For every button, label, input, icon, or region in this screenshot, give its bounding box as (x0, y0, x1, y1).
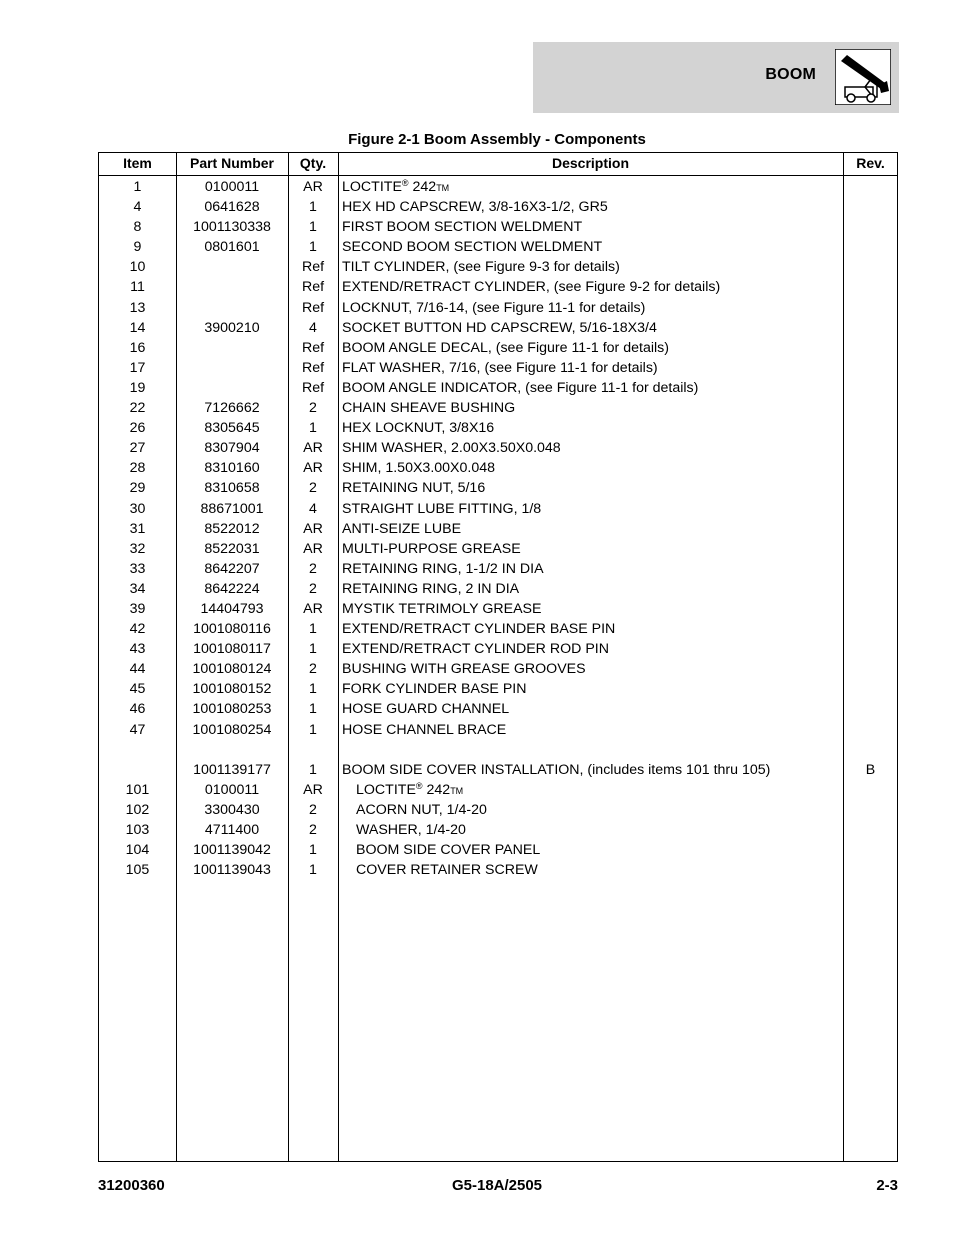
description-text: COVER RETAINER SCREW (356, 862, 538, 879)
qty-cell: 2 (309, 400, 317, 417)
table-row (99, 357, 897, 377)
description-text: SHIM, 1.50X3.00X0.048 (342, 460, 496, 477)
table-row (99, 417, 897, 437)
description-text: HEX HD CAPSCREW, 3/8-16X3-1/2, GR5 (342, 199, 608, 216)
description-text: MYSTIK TETRIMOLY GREASE (342, 600, 542, 617)
table-row (99, 276, 897, 296)
table-row (99, 678, 897, 698)
description-text: SHIM WASHER, 2.00X3.50X0.048 (342, 440, 561, 457)
table-row (99, 558, 897, 578)
qty-cell: AR (303, 540, 323, 557)
description-text: EXTEND/RETRACT CYLINDER, (see Figure 9-2 for details) (342, 279, 721, 296)
description-text: LOCTITE (356, 781, 416, 798)
header-item: Item (123, 155, 152, 171)
description-cell (356, 822, 856, 838)
description-text: BUSHING WITH GREASE GROOVES (342, 661, 586, 678)
item-cell: 46 (129, 701, 146, 718)
part-number-cell: 1001080116 (193, 621, 271, 638)
description-text: RETAINING RING, 1-1/2 IN DIA (342, 560, 544, 577)
item-cell: 28 (129, 460, 146, 477)
table-row (99, 578, 897, 598)
description-cell (342, 360, 842, 376)
telehandler-boom-icon (835, 49, 891, 105)
qty-cell: AR (303, 520, 323, 537)
table-row (99, 698, 897, 718)
description-cell (356, 862, 856, 878)
qty-cell: 4 (309, 500, 317, 517)
item-cell: 11 (130, 279, 145, 296)
part-number-cell: 1001080254 (192, 721, 272, 738)
part-number-cell: 14404793 (200, 600, 264, 617)
part-number-cell: 1001080152 (192, 681, 272, 698)
table-row (99, 638, 897, 658)
table-row (99, 377, 897, 397)
description-cell (342, 340, 842, 356)
qty-cell: 1 (309, 239, 317, 256)
description-cell (342, 300, 842, 316)
qty-cell: Ref (301, 259, 325, 276)
table-row (99, 859, 897, 879)
part-number-cell: 1001080117 (193, 641, 271, 658)
qty-cell: Ref (301, 339, 325, 356)
table-row (99, 779, 897, 799)
part-number-cell: 0100011 (204, 179, 260, 195)
item-cell: 1 (133, 179, 142, 195)
table-row (99, 799, 897, 819)
part-number-cell: 1001130338 (193, 219, 271, 236)
table-row (99, 317, 897, 337)
description-text: ANTI-SEIZE LUBE (342, 520, 462, 537)
qty-cell: Ref (301, 279, 325, 296)
item-cell: 39 (129, 600, 146, 617)
item-cell: 29 (129, 480, 146, 497)
description-text: EXTEND/RETRACT CYLINDER BASE PIN (342, 621, 616, 638)
description-cell (342, 762, 842, 778)
item-cell: 16 (129, 339, 146, 356)
table-row (99, 819, 897, 839)
qty-cell: 4 (309, 319, 317, 336)
section-header-box (533, 42, 899, 113)
description-cell (342, 621, 842, 637)
description-cell (342, 420, 842, 436)
table-row (99, 739, 897, 759)
item-cell: 101 (125, 781, 150, 798)
description-text: LOCKNUT, 7/16-14, (see Figure 11-1 for details) (342, 299, 646, 316)
part-number-cell: 3300430 (204, 801, 260, 818)
footer-model: G5-18A/2505 (451, 1177, 543, 1194)
part-number-cell: 4711400 (204, 822, 260, 838)
item-cell: 103 (125, 822, 150, 838)
description-cell (356, 802, 856, 818)
header-part-number: Part Number (189, 155, 275, 171)
qty-cell: 2 (309, 801, 317, 818)
item-cell: 45 (129, 681, 146, 698)
part-number-cell: 8305645 (204, 420, 260, 437)
part-number-cell: 8310160 (204, 460, 260, 477)
description-cell (342, 440, 842, 456)
registered-mark: ® (415, 780, 423, 791)
part-number-cell: 3900210 (204, 319, 260, 336)
part-number-cell: 0100011 (204, 781, 260, 798)
description-text: STRAIGHT LUBE FITTING, 1/8 (342, 500, 542, 517)
qty-cell: 1 (309, 219, 317, 236)
item-cell: 4 (133, 199, 142, 216)
qty-cell: 1 (309, 862, 317, 879)
item-cell: 32 (129, 540, 146, 557)
part-number-cell: 8642224 (204, 580, 260, 597)
table-row (99, 618, 897, 638)
description-text: TILT CYLINDER, (see Figure 9-3 for details) (342, 259, 620, 276)
item-cell: 47 (129, 721, 146, 738)
section-title: BOOM (765, 66, 816, 83)
description-text-suffix: 242 (408, 179, 437, 195)
description-text: HOSE GUARD CHANNEL (342, 701, 510, 718)
qty-cell: 2 (309, 560, 317, 577)
description-cell (356, 782, 856, 798)
description-text: HEX LOCKNUT, 3/8X16 (342, 420, 495, 437)
description-cell (342, 279, 842, 295)
item-cell: 19 (129, 379, 146, 396)
description-text: BOOM SIDE COVER PANEL (356, 842, 541, 859)
part-number-cell: 8522031 (204, 540, 260, 557)
footer-page-number: 2-3 (876, 1177, 898, 1194)
description-text: SECOND BOOM SECTION WELDMENT (342, 239, 603, 256)
description-text: EXTEND/RETRACT CYLINDER ROD PIN (342, 641, 609, 658)
description-text: BOOM ANGLE INDICATOR, (see Figure 11-1 for details) (342, 379, 699, 396)
qty-cell: 1 (309, 681, 317, 698)
description-cell (342, 581, 842, 597)
item-cell: 9 (133, 239, 142, 256)
part-number-cell: 1001080253 (192, 701, 272, 718)
description-text: BOOM ANGLE DECAL, (see Figure 11-1 for details) (342, 339, 669, 356)
description-cell (342, 480, 842, 496)
qty-cell: 1 (309, 621, 317, 638)
description-text: RETAINING NUT, 5/16 (342, 480, 486, 497)
qty-cell: AR (303, 600, 323, 617)
description-cell (342, 561, 842, 577)
footer-doc-number: 31200360 (98, 1177, 165, 1194)
trademark-mark: TM (450, 785, 464, 796)
description-text: FORK CYLINDER BASE PIN (342, 681, 527, 698)
item-cell: 105 (125, 862, 150, 879)
description-cell (342, 320, 842, 336)
qty-cell: Ref (301, 359, 325, 376)
trademark-mark: TM (436, 183, 450, 193)
table-row (99, 337, 897, 357)
table-row (99, 256, 897, 276)
table-row (99, 477, 897, 497)
qty-cell: Ref (301, 299, 325, 316)
table-row (99, 216, 897, 236)
description-cell (342, 681, 842, 697)
description-text: FLAT WASHER, 7/16, (see Figure 11-1 for details) (342, 359, 658, 376)
description-text: FIRST BOOM SECTION WELDMENT (342, 219, 583, 236)
description-cell (342, 380, 842, 396)
item-cell: 102 (125, 801, 150, 818)
header-rev: Rev. (856, 155, 885, 171)
part-number-cell: 1001139043 (193, 862, 271, 879)
item-cell: 34 (129, 580, 146, 597)
qty-cell: AR (303, 179, 323, 195)
item-cell: 33 (129, 560, 146, 577)
description-text: LOCTITE (342, 179, 402, 195)
description-text: SOCKET BUTTON HD CAPSCREW, 5/16-18X3/4 (342, 319, 657, 336)
qty-cell: AR (303, 460, 323, 477)
part-number-cell: 88671001 (200, 500, 264, 517)
qty-cell: 2 (309, 480, 317, 497)
item-cell: 26 (129, 420, 146, 437)
header-qty: Qty. (299, 155, 327, 171)
table-row (99, 236, 897, 256)
item-cell: 44 (129, 661, 146, 678)
description-cell (342, 601, 842, 617)
table-row (99, 518, 897, 538)
table-row (99, 196, 897, 216)
part-number-cell: 8522012 (204, 520, 260, 537)
part-number-cell: 8642207 (204, 560, 260, 577)
description-cell (342, 400, 842, 416)
qty-cell: 1 (309, 842, 317, 859)
description-cell (342, 219, 842, 235)
qty-cell: 2 (309, 822, 317, 838)
item-cell: 10 (129, 259, 146, 276)
table-row (99, 437, 897, 457)
rev-cell: B (865, 761, 876, 778)
registered-mark: ® (401, 178, 409, 188)
description-text: RETAINING RING, 2 IN DIA (342, 580, 520, 597)
description-cell (342, 239, 842, 255)
description-text: WASHER, 1/4-20 (356, 822, 466, 838)
table-row (99, 759, 897, 779)
item-cell: 8 (133, 219, 142, 236)
qty-cell: 2 (309, 580, 317, 597)
figure-title: Figure 2-1 Boom Assembly - Components (348, 131, 646, 148)
description-cell (342, 701, 842, 717)
item-cell: 14 (129, 319, 146, 336)
item-cell: 43 (129, 641, 146, 658)
description-text: BOOM SIDE COVER INSTALLATION, (includes items 101 thru 105) (342, 761, 771, 778)
description-cell (342, 641, 842, 657)
part-number-cell: 1001080124 (192, 661, 272, 678)
description-cell (342, 199, 842, 215)
item-cell: 27 (129, 440, 146, 457)
part-number-cell: 0801601 (204, 239, 260, 256)
qty-cell: 1 (309, 721, 317, 738)
qty-cell: 1 (309, 761, 317, 778)
qty-cell: 1 (309, 420, 317, 437)
qty-cell: AR (303, 440, 323, 457)
table-row (99, 397, 897, 417)
description-cell (342, 259, 842, 275)
qty-cell: 1 (309, 199, 317, 216)
part-number-cell: 8307904 (204, 440, 260, 457)
part-number-cell: 8310658 (204, 480, 260, 497)
description-cell (342, 460, 842, 476)
qty-cell: Ref (301, 379, 325, 396)
table-header-row (99, 153, 897, 176)
description-cell (342, 661, 842, 677)
item-cell: 17 (129, 359, 146, 376)
table-row (99, 297, 897, 317)
qty-cell: 1 (309, 641, 317, 658)
description-text-suffix: 242 (422, 781, 451, 798)
table-row (99, 598, 897, 618)
part-number-cell: 7126662 (204, 400, 260, 417)
table-row (99, 538, 897, 558)
item-cell: 42 (129, 621, 146, 638)
table-row (99, 719, 897, 739)
part-number-cell: 1001139042 (193, 842, 271, 859)
table-row (99, 839, 897, 859)
table-row (99, 498, 897, 518)
table-row (99, 176, 897, 196)
header-description: Description (551, 155, 629, 171)
table-row (99, 457, 897, 477)
item-cell: 30 (129, 500, 146, 517)
qty-cell: AR (303, 781, 323, 798)
qty-cell: 1 (309, 701, 317, 718)
description-cell (342, 722, 842, 738)
description-text: MULTI-PURPOSE GREASE (342, 540, 521, 557)
description-text: HOSE CHANNEL BRACE (342, 721, 507, 738)
table-body (99, 176, 897, 879)
description-cell (342, 501, 842, 517)
description-cell (342, 521, 842, 537)
description-text: CHAIN SHEAVE BUSHING (342, 400, 516, 417)
description-cell (342, 179, 842, 195)
description-cell (342, 541, 842, 557)
description-text: ACORN NUT, 1/4-20 (356, 801, 487, 818)
item-cell: 104 (125, 842, 150, 859)
item-cell: 31 (129, 520, 146, 537)
item-cell: 22 (129, 400, 146, 417)
description-cell (356, 842, 856, 858)
item-cell: 13 (129, 299, 146, 316)
parts-table (98, 152, 898, 1162)
qty-cell: 2 (309, 661, 317, 678)
table-row (99, 658, 897, 678)
part-number-cell: 1001139177 (193, 761, 271, 778)
part-number-cell: 0641628 (204, 199, 260, 216)
